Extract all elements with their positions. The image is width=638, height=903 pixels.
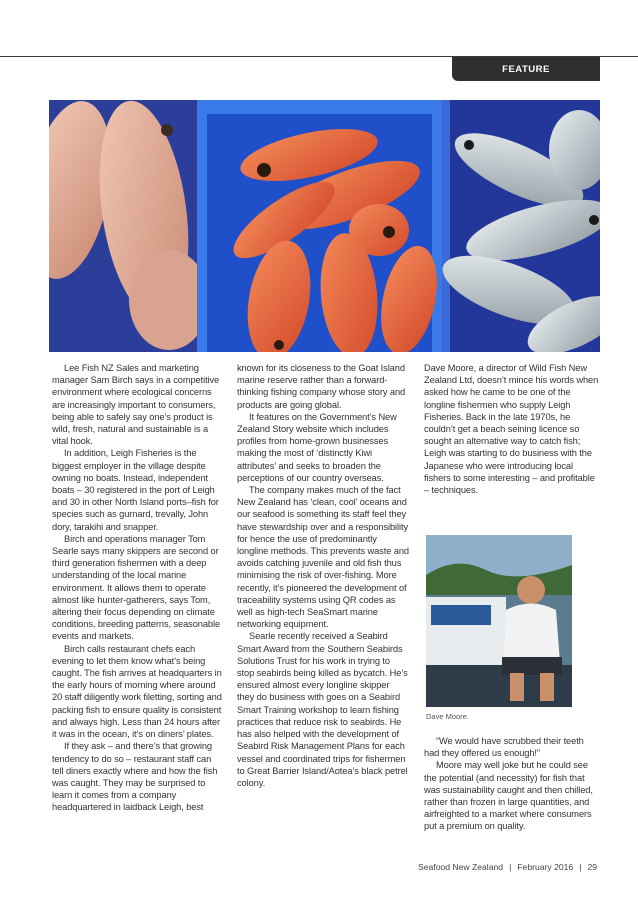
paragraph: Moore may well joke but he could see the potential (and necessity) for fish that was sustainability caught and then chilled, rather than frozen in large quantities, and airfreighted to a market where consumers put a premium on quality. <box>424 760 593 832</box>
paragraph: Dave Moore, a director of Wild Fish New Zealand Ltd, doesn’t mince his words when asked how he came to be one of the longline fishermen who supply Leigh Fisheries. Back in the late 1970s, he couldn’t get a beach seining licence so sought an alternative way to catch fish; Leigh was starting to do business with the Japanese who were introducing local fishers to some interesting – and profitable – techniques. <box>424 363 599 496</box>
article-column-1 <box>52 362 222 814</box>
paragraph: Birch and operations manager Tom Searle says many skippers are second or third generation fishermen with a deep understanding of the local marine environment. It allows them to operate almost like hunter-gatherers, says Tom, altering their focus depending on climate conditions, breeding patterns, seasonable events and markets. <box>52 533 221 642</box>
footer-separator: | <box>579 862 582 872</box>
paragraph: Searle recently received a Seabird Smart Award from the Southern Seabirds Solutions Trust for his work in trying to stop seabirds being killed as bycatch. He’s ensured almost every longline skipper they do business with goes on a Seabird Smart Training workshop to learn fishing practices that reduce risk to seabirds. He has also helped with the development of Seabird Risk Management Plans for each vessel and coordinated trips for fishermen to Great Barrier Island/Aotea’s black petrel colony. <box>237 631 408 788</box>
fish-crates-photo <box>49 100 600 352</box>
issue-date: February 2016 <box>517 862 574 872</box>
paragraph: Lee Fish NZ Sales and marketing manager Sam Birch says in a competitive environment where ecological concerns are increasingly important to consumers, being able to safely say one’s product is wild, fresh, natural and sustainable is a vital hook. <box>52 363 220 447</box>
section-label: FEATURE <box>502 63 550 75</box>
dave-moore-photo <box>426 535 572 707</box>
article-column-3-continued <box>424 735 600 833</box>
paragraph: Birch calls restaurant chefs each evening to let them know what’s being caught. The fish arrives at headquarters in the early hours of morning where around 20 staff diligently work filetting, sorting and packing fish to ensure quality is consistent and always high. Less than 24 hours after it was in the ocean, it’s on diners’ plates. <box>52 643 222 740</box>
footer-separator: | <box>509 862 512 872</box>
paragraph: It features on the Government’s New Zealand Story website which includes profiles from home-grown businesses making the most of ‘distinctly Kiwi attributes’ and seeks to broaden the perceptions of our country overseas. <box>237 411 397 483</box>
paragraph: known for its closeness to the Goat Island marine reserve rather than a forward-thinking fishing company whose story and products are going global. <box>237 363 406 410</box>
page-footer <box>392 862 600 872</box>
section-tab <box>452 57 600 81</box>
publication-name: Seafood New Zealand <box>418 862 504 872</box>
paragraph: In addition, Leigh Fisheries is the biggest employer in the village despite owning no boats. Instead, independent boats – 30 registered in the port of Leigh and 30 in other North Island ports–fish for species such as gurnard, trevally, John dory, tarakihi and snapper. <box>52 448 219 532</box>
paragraph: If they ask – and there’s that growing tendency to do so – restaurant staff can tell diners exactly where and how the fish was caught. They may be surprised to learn it comes from a company headquartered in laidback Leigh, best <box>52 741 218 813</box>
article-column-3 <box>424 362 600 496</box>
paragraph: “We would have scrubbed their teeth had they offered us enough!” <box>424 736 584 759</box>
paragraph: The company makes much of the fact New Zealand has ‘clean, cool’ oceans and our seafood is something its staff feel they have stewardship over and a responsibility for hence the use of predominantly longline methods. This prevents waste and avoids catching juvenile and old fish thus minimising the risk of over-fishing. More recently, it’s pioneered the development of traceability systems using QR codes as well as high-tech SeaSmart marine networking equipment. <box>237 485 409 630</box>
photo-caption: Dave Moore. <box>426 712 469 721</box>
page-number: 29 <box>587 862 597 872</box>
article-column-2 <box>237 362 409 789</box>
